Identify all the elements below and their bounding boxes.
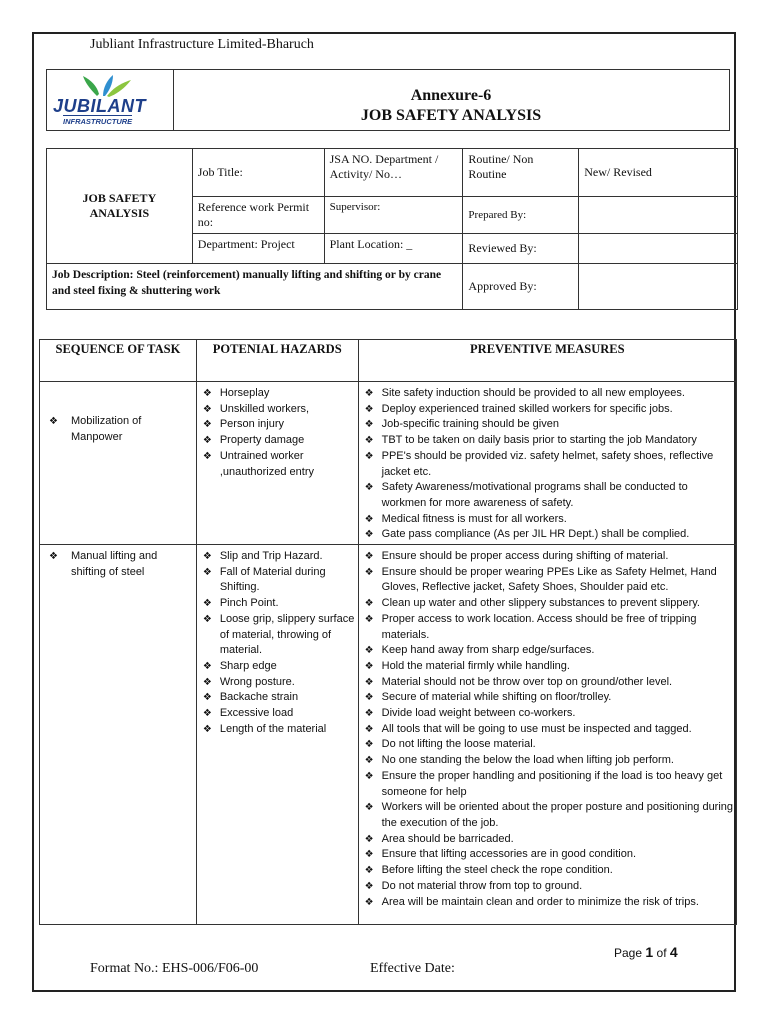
list-item-text: Before lifting the steel check the rope condition. — [381, 864, 613, 877]
list-item — [360, 449, 735, 480]
list-item — [360, 832, 735, 848]
list-item — [198, 402, 357, 418]
diamond-bullet-icon: ❖ — [364, 849, 374, 861]
reference-cell — [192, 197, 324, 234]
jsa-main-table — [39, 339, 737, 925]
approved-by-label: Approved By: — [468, 279, 537, 293]
list-item — [198, 449, 357, 480]
diamond-bullet-icon: ❖ — [202, 598, 212, 610]
list-item-text: Horseplay — [219, 387, 270, 399]
jsa-label: JOB SAFETY ANALYSIS — [82, 191, 157, 220]
list-item — [360, 722, 735, 738]
diamond-bullet-icon: ❖ — [202, 566, 212, 578]
diamond-bullet-icon: ❖ — [364, 896, 374, 908]
list-item — [360, 480, 735, 511]
list-item-text: Slip and Trip Hazard. — [219, 550, 323, 563]
diamond-bullet-icon: ❖ — [202, 551, 212, 563]
list-item-text: Clean up water and other slippery substances to prevent slippery. — [381, 597, 700, 610]
job-title-label: Job Title: — [197, 165, 243, 179]
list-item — [360, 659, 735, 675]
list-item — [360, 690, 735, 706]
list-item-text: Hold the material firmly while handling. — [381, 659, 570, 672]
list-item-text: PPE's should be provided viz. safety helmet, safety shoes, reflective jacket etc. — [381, 449, 714, 478]
diamond-bullet-icon: ❖ — [364, 551, 374, 563]
list-item-text: Wrong posture. — [219, 675, 295, 688]
prepared-by-cell — [463, 197, 579, 234]
table-row — [40, 382, 737, 545]
list-item-text: Divide load weight between co-workers. — [381, 707, 576, 720]
document-header — [46, 69, 730, 131]
prepared-by-value — [579, 197, 738, 234]
diamond-bullet-icon: ❖ — [364, 482, 374, 494]
measures-cell — [358, 382, 736, 545]
diamond-bullet-icon: ❖ — [364, 802, 374, 814]
list-item-text: Excessive load — [219, 707, 294, 720]
task-name: Mobilization of Manpower — [71, 415, 142, 443]
diamond-bullet-icon: ❖ — [364, 833, 374, 845]
list-item — [198, 386, 357, 402]
list-item — [360, 417, 735, 433]
list-item — [198, 612, 357, 659]
jsa-info-table — [46, 148, 738, 310]
page-current: 1 — [645, 944, 654, 960]
format-number: Format No.: EHS-006/F06-00 — [90, 961, 259, 976]
jsa-label-cell — [47, 149, 193, 264]
list-item-text: No one standing the below the load when lifting job perform. — [381, 754, 674, 767]
diamond-bullet-icon: ❖ — [202, 403, 212, 415]
list-item-text: Ensure should be proper access during shifting of material. — [381, 550, 669, 563]
list-item — [360, 863, 735, 879]
diamond-bullet-icon: ❖ — [364, 880, 374, 892]
diamond-bullet-icon: ❖ — [364, 755, 374, 767]
diamond-bullet-icon: ❖ — [364, 613, 374, 625]
routine-label: Routine/ Non Routine — [468, 152, 534, 181]
jsa-no-label: JSA NO. Department / Activity/ No… — [329, 152, 439, 181]
header-measures: PREVENTIVE MEASURES — [358, 340, 736, 382]
plant-location-cell: Plant Location: _ — [324, 234, 463, 264]
list-item — [360, 612, 735, 643]
list-item-text: Medical fitness is must for all workers. — [381, 512, 567, 525]
task-item — [41, 549, 195, 580]
list-item — [360, 402, 735, 418]
list-item — [198, 417, 357, 433]
list-item-text: Length of the material — [219, 722, 327, 735]
list-item-text: Loose grip, slippery surface of material, throwing of material. — [219, 612, 355, 657]
diamond-bullet-icon: ❖ — [364, 770, 374, 782]
diamond-bullet-icon: ❖ — [364, 865, 374, 877]
diamond-bullet-icon: ❖ — [202, 419, 212, 431]
list-item — [198, 706, 357, 722]
list-item-text: Site safety induction should be provided to all new employees. — [381, 387, 685, 399]
list-item-text: Unskilled workers, — [219, 402, 310, 415]
list-item — [360, 879, 735, 895]
new-revised-cell — [579, 149, 738, 197]
reviewed-by-value — [579, 234, 738, 264]
diamond-bullet-icon: ❖ — [49, 551, 58, 563]
list-item-text: Sharp edge — [219, 659, 277, 672]
diamond-bullet-icon: ❖ — [202, 708, 212, 720]
supervisor-label: Supervisor: — [329, 201, 381, 213]
list-item — [360, 895, 735, 911]
list-item-text: Gate pass compliance (As per JIL HR Dept.) shall be complied. — [381, 528, 690, 541]
header-sequence: SEQUENCE OF TASK — [40, 340, 197, 382]
diamond-bullet-icon: ❖ — [364, 660, 374, 672]
list-item — [198, 675, 357, 691]
list-item — [198, 596, 357, 612]
approved-by-value — [579, 264, 738, 310]
diamond-bullet-icon: ❖ — [364, 388, 374, 399]
supervisor-cell — [324, 197, 463, 234]
list-item — [360, 800, 735, 831]
diamond-bullet-icon: ❖ — [202, 692, 212, 704]
list-item-text: Area should be barricaded. — [381, 832, 514, 845]
diamond-bullet-icon: ❖ — [364, 450, 374, 462]
list-item — [360, 549, 735, 565]
list-item — [198, 690, 357, 706]
list-item — [360, 386, 735, 402]
list-item — [360, 847, 735, 863]
diamond-bullet-icon: ❖ — [364, 645, 374, 657]
list-item-text: Secure of material while shifting on floor/trolley. — [381, 691, 612, 704]
company-logo — [47, 70, 174, 130]
reviewed-by-cell — [463, 234, 579, 264]
list-item — [360, 512, 735, 528]
list-item-text: Safety Awareness/motivational programs shall be conducted to workmen for more awareness of safety. — [381, 481, 688, 509]
diamond-bullet-icon: ❖ — [202, 450, 212, 462]
diamond-bullet-icon: ❖ — [202, 435, 212, 447]
diamond-bullet-icon: ❖ — [364, 513, 374, 525]
logo-wordmark: JUBILANT — [53, 96, 146, 116]
list-item — [198, 549, 357, 565]
diamond-bullet-icon: ❖ — [364, 676, 374, 688]
list-item-text: Proper access to work location. Access should be free of tripping materials. — [381, 612, 697, 641]
page-number — [614, 944, 678, 960]
list-item-text: Fall of Material during Shifting. — [219, 565, 326, 594]
list-item-text: Person injury — [219, 418, 285, 431]
list-item — [198, 565, 357, 596]
diamond-bullet-icon: ❖ — [202, 613, 212, 625]
list-item-text: TBT to be taken on daily basis prior to starting the job Mandatory — [381, 434, 697, 447]
list-item-text: Job-specific training should be given — [381, 418, 559, 431]
list-item-text: Ensure that lifting accessories are in good condition. — [381, 848, 636, 861]
diamond-bullet-icon: ❖ — [364, 419, 374, 431]
table-row — [40, 545, 737, 925]
list-item-text: Area will be maintain clean and order to minimize the risk of trips. — [381, 895, 699, 908]
page-total: 4 — [669, 944, 678, 960]
prepared-by-label: Prepared By: — [468, 208, 527, 221]
list-item — [198, 722, 357, 738]
job-description-cell — [47, 264, 463, 310]
reference-label: Reference work Permit no: — [197, 200, 310, 229]
list-item — [360, 643, 735, 659]
department-label: Department: Project — [197, 237, 295, 251]
diamond-bullet-icon: ❖ — [364, 598, 374, 610]
diamond-bullet-icon: ❖ — [49, 416, 58, 427]
list-item-text: Property damage — [219, 434, 305, 447]
task-item — [41, 414, 195, 445]
header-hazards: POTENIAL HAZARDS — [196, 340, 358, 382]
list-item — [360, 769, 735, 800]
annexure-label: Annexure-6 — [410, 87, 492, 104]
list-item — [360, 433, 735, 449]
diamond-bullet-icon: ❖ — [202, 388, 212, 399]
list-item-text: Pinch Point. — [219, 597, 279, 610]
hazards-cell — [196, 382, 358, 545]
page-of: of — [656, 946, 667, 960]
diamond-bullet-icon: ❖ — [364, 708, 374, 720]
task-cell — [40, 545, 197, 925]
list-item — [360, 596, 735, 612]
diamond-bullet-icon: ❖ — [202, 676, 212, 688]
list-item — [360, 675, 735, 691]
list-item-text: Untrained worker ,unauthorized entry — [219, 449, 314, 478]
list-item-text: Ensure the proper handling and positioning if the load is too heavy get someone for help — [381, 769, 723, 798]
document-title: JOB SAFETY ANALYSIS — [360, 107, 542, 124]
diamond-bullet-icon: ❖ — [364, 692, 374, 704]
list-item — [360, 565, 735, 596]
approved-by-cell — [463, 264, 579, 310]
diamond-bullet-icon: ❖ — [364, 739, 374, 751]
routine-cell — [463, 149, 579, 197]
diamond-bullet-icon: ❖ — [364, 435, 374, 447]
list-item — [360, 737, 735, 753]
list-item-text: All tools that will be going to use must be inspected and tagged. — [381, 722, 692, 735]
department-cell — [192, 234, 324, 264]
measures-cell — [358, 545, 736, 925]
diamond-bullet-icon: ❖ — [364, 403, 374, 415]
job-description: Job Description: Steel (reinforcement) manually lifting and shifting or by crane and steel fixing & shuttering work — [52, 269, 442, 297]
new-revised-label: New/ Revised — [584, 165, 652, 179]
list-item — [360, 706, 735, 722]
diamond-bullet-icon: ❖ — [364, 723, 374, 735]
document-title-block — [173, 86, 729, 126]
logo-subtext: INFRASTRUCTURE — [63, 117, 133, 126]
task-name: Manual lifting and shifting of steel — [71, 550, 158, 578]
plant-location-label: Plant Location: — [329, 237, 404, 251]
list-item — [360, 753, 735, 769]
list-item — [198, 659, 357, 675]
list-item-text: Do not lifting the loose material. — [381, 738, 536, 751]
list-item-text: Material should not be throw over top on ground/other level. — [381, 675, 673, 688]
diamond-bullet-icon: ❖ — [364, 566, 374, 578]
reviewed-by-label: Reviewed By: — [468, 241, 537, 255]
jsa-no-cell — [324, 149, 463, 197]
job-title-cell — [192, 149, 324, 197]
hazards-cell — [196, 545, 358, 925]
list-item-text: Ensure should be proper wearing PPEs Like as Safety Helmet, Hand Gloves, Reflective jacket, Safety Shoes, Shoulder paid etc. — [381, 565, 717, 594]
list-item — [198, 433, 357, 449]
list-item — [360, 527, 735, 543]
page-word: Page — [614, 946, 643, 960]
list-item-text: Do not material throw from top to ground. — [381, 879, 583, 892]
diamond-bullet-icon: ❖ — [202, 723, 212, 735]
list-item-text: Deploy experienced trained skilled workers for specific jobs. — [381, 402, 673, 415]
list-item-text: Keep hand away from sharp edge/surfaces. — [381, 644, 595, 657]
list-item-text: Backache strain — [219, 691, 299, 704]
list-item-text: Workers will be oriented about the proper posture and positioning during the execution of the job. — [381, 801, 734, 829]
diamond-bullet-icon: ❖ — [202, 660, 212, 672]
effective-date: Effective Date: — [370, 961, 455, 976]
company-name: Jubliant Infrastructure Limited-Bharuch — [90, 37, 314, 52]
diamond-bullet-icon: ❖ — [364, 529, 374, 541]
task-cell — [40, 382, 197, 545]
